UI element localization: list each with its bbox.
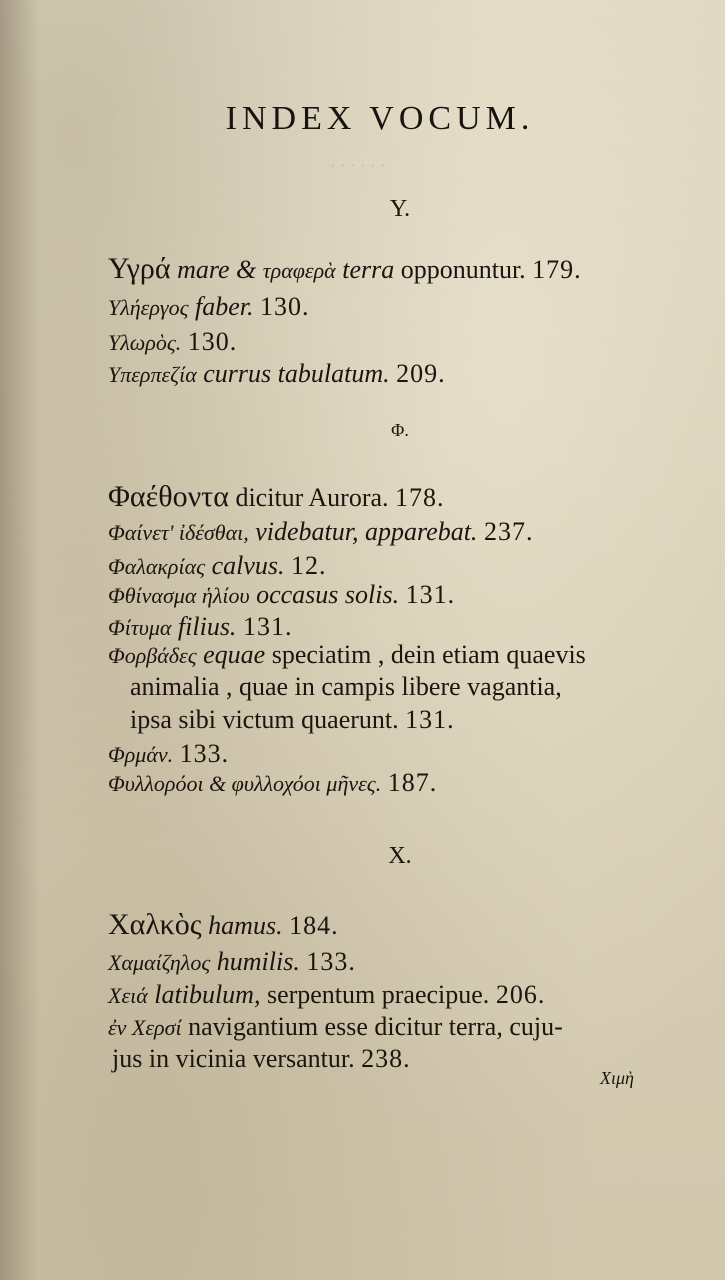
entry-headword: Υγρά	[108, 252, 171, 285]
entry-gloss: filius.	[177, 612, 237, 641]
entry-page-number: 131.	[405, 705, 455, 734]
entry-continuation	[112, 1042, 411, 1076]
entry-headword: Χαμαίζηλος	[108, 950, 211, 975]
index-entry	[108, 1010, 698, 1045]
entry-headword: Υλωρὸς.	[108, 330, 182, 355]
index-entry	[108, 480, 698, 515]
entry-headword: Φθίνασμα ἡλίου	[108, 583, 250, 608]
index-entry	[108, 357, 698, 392]
entry-gloss: calvus.	[211, 551, 285, 580]
page-title: INDEX VOCUM.	[225, 100, 535, 137]
entry-gloss: currus tabulatum.	[203, 359, 390, 388]
entry-headword: Φρμάν.	[108, 742, 174, 767]
entry-headword: Φαλακρίας	[108, 554, 206, 579]
section-letter-phi: Φ.	[391, 420, 409, 440]
index-entry	[108, 325, 698, 360]
entry-headword: Χαλκὸς	[108, 908, 202, 941]
entry-page-number: 206.	[495, 980, 546, 1009]
index-entry	[108, 638, 698, 673]
entry-continuation-text: jus in vicinia versantur.	[112, 1044, 355, 1073]
entry-text: navigantium esse dicitur terra, cuju-	[188, 1012, 563, 1041]
entry-gloss: faber.	[195, 292, 254, 321]
entry-gloss: equae	[203, 640, 266, 669]
entry-gloss: occasus solis.	[256, 580, 400, 609]
entry-headword: Φυλλορόοι & φυλλοχόοι μῆνες.	[108, 771, 382, 796]
section-letter-chi: Χ.	[388, 843, 412, 869]
index-entry	[108, 978, 698, 1013]
entry-page-number: 187.	[387, 768, 438, 797]
index-entry	[108, 252, 698, 288]
entry-gloss: humilis.	[216, 947, 300, 976]
entry-continuation	[130, 703, 455, 737]
section-letter-upsilon: Υ.	[389, 196, 411, 222]
entry-page-number: 131.	[242, 612, 293, 641]
entry-headword-2: τραφερὰ	[262, 258, 336, 283]
index-entry	[108, 515, 698, 550]
entry-gloss: hamus.	[208, 911, 283, 940]
entry-headword: Φορβάδες	[108, 643, 197, 668]
entry-gloss-2: terra	[342, 255, 395, 284]
entry-page-number: 133.	[179, 739, 230, 768]
entry-page-number: 12.	[291, 551, 327, 580]
entry-gloss: latibulum,	[154, 980, 261, 1009]
index-entry	[108, 766, 698, 801]
entry-text: serpentum praecipue.	[266, 980, 490, 1009]
entry-text: opponuntur.	[400, 255, 526, 284]
entry-text: speciatim , dein etiam quaevis	[271, 640, 586, 669]
entry-page-number: 209.	[396, 359, 446, 388]
entry-page-number: 131.	[405, 580, 456, 609]
entry-page-number: 130.	[187, 327, 238, 356]
entry-headword: Υλήεργος	[108, 295, 189, 320]
entry-page-number: 237.	[483, 517, 534, 546]
entry-continuation: animalia , quae in campis libere vagantia,	[130, 672, 562, 701]
entry-headword: Φαίνετ' ἰδέσθαι,	[108, 520, 249, 545]
entry-continuation-text: ipsa sibi victum quaerunt.	[130, 705, 399, 734]
page-fold-shadow	[0, 0, 40, 1280]
bleed-through-text: · · · · · ·	[330, 155, 385, 177]
index-entry	[108, 290, 698, 325]
entry-headword: Φίτυμα	[108, 615, 172, 640]
entry-page-number: 238.	[361, 1044, 411, 1073]
entry-headword: Φαέθοντα	[108, 480, 229, 513]
entry-gloss: mare &	[177, 255, 257, 284]
entry-gloss: videbatur, apparebat.	[255, 517, 478, 546]
catchword: Χιμὴ	[600, 1068, 634, 1088]
entry-page-number: 133.	[306, 947, 356, 976]
entry-page-number: 130.	[260, 292, 310, 321]
entry-page-number: 184.	[289, 911, 339, 940]
entry-page-number: 178.	[395, 483, 445, 512]
entry-text: dicitur Aurora.	[235, 483, 389, 512]
entry-page-number: 179.	[532, 255, 582, 284]
entry-headword: Χειά	[108, 983, 148, 1008]
index-entry	[108, 908, 698, 943]
index-entry	[108, 945, 698, 980]
index-entry	[108, 578, 698, 613]
entry-headword: ἐν Χερσί	[108, 1015, 182, 1040]
entry-headword: Υπερπεζία	[108, 362, 197, 387]
